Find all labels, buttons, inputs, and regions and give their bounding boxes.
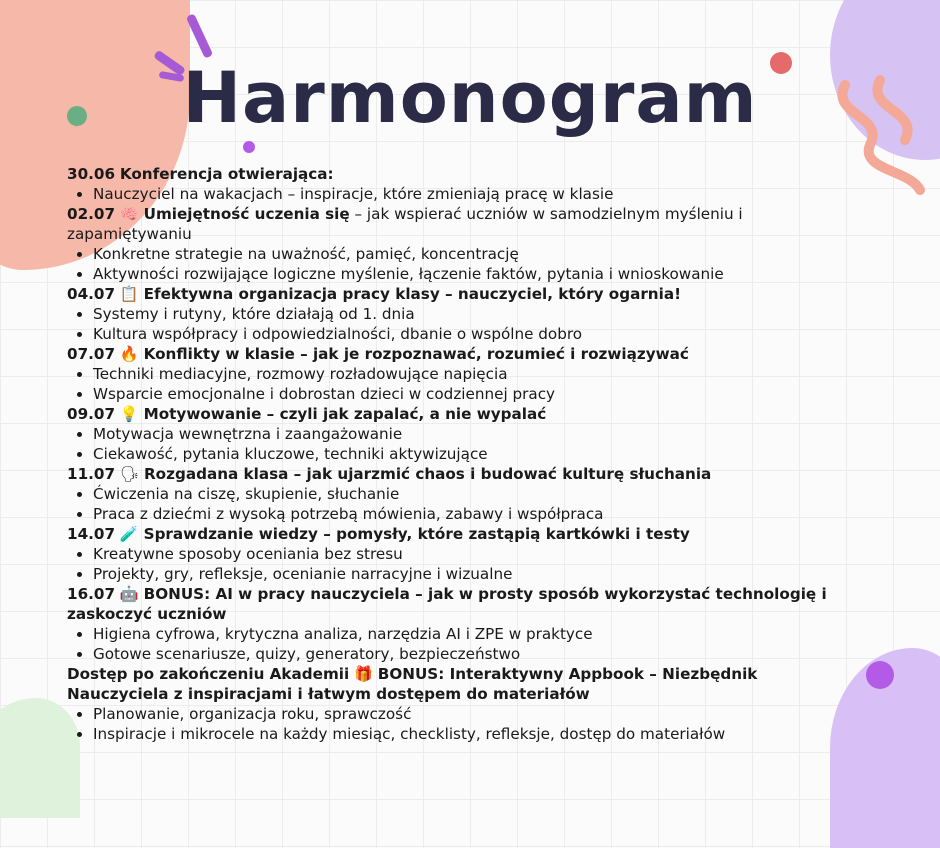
session-heading bbox=[67, 284, 847, 304]
session-title: BONUS: AI w pracy nauczyciela – jak w prosty sposób wykorzystać technologię i zaskoczyć uczniów bbox=[67, 585, 827, 623]
schedule-list bbox=[67, 164, 847, 744]
topic-item: • Inspiracje i mikrocele na każdy miesiąc, checklisty, refleksje, dostęp do materiałów bbox=[93, 724, 847, 744]
session-heading bbox=[67, 524, 847, 544]
session-emoji-icon: 🔥 bbox=[119, 345, 139, 363]
session-title: Konferencja otwierająca: bbox=[119, 165, 334, 183]
decorative-dot-purple bbox=[243, 141, 255, 153]
session-topics bbox=[67, 624, 847, 664]
session-date: 04.07 bbox=[67, 285, 116, 303]
session-heading bbox=[67, 204, 847, 244]
session-date: Dostęp po zakończeniu Akademii bbox=[67, 665, 350, 683]
session-date: 02.07 bbox=[67, 205, 116, 223]
topic-item: • Konkretne strategie na uważność, pamięć, koncentrację bbox=[93, 244, 847, 264]
session-date: 14.07 bbox=[67, 525, 116, 543]
topic-item: • Systemy i rutyny, które działają od 1. dnia bbox=[93, 304, 847, 324]
session-emoji-icon: 🧪 bbox=[119, 525, 139, 543]
topic-item: • Praca z dziećmi z wysoką potrzebą mówienia, zabawy i współpraca bbox=[93, 504, 847, 524]
session-topics bbox=[67, 424, 847, 464]
session-title: BONUS: Interaktywny Appbook – Niezbędnik Nauczyciela z inspiracjami i łatwym dostępem do materiałów bbox=[67, 665, 758, 703]
session-emoji-icon: 🤖 bbox=[119, 585, 139, 603]
session-date: 11.07 bbox=[67, 465, 116, 483]
session-topics bbox=[67, 544, 847, 584]
session-emoji-icon: 💡 bbox=[119, 405, 139, 423]
session-date: 07.07 bbox=[67, 345, 116, 363]
session-heading bbox=[67, 584, 847, 624]
topic-item: • Kultura współpracy i odpowiedzialności, dbanie o wspólne dobro bbox=[93, 324, 847, 344]
topic-item: • Ćwiczenia na ciszę, skupienie, słuchanie bbox=[93, 484, 847, 504]
session-topics bbox=[67, 304, 847, 344]
topic-item: • Nauczyciel na wakacjach – inspiracje, które zmieniają pracę w klasie bbox=[93, 184, 847, 204]
session-title: Konflikty w klasie – jak je rozpoznawać, rozumieć i rozwiązywać bbox=[143, 345, 689, 363]
topic-item: • Higiena cyfrowa, krytyczna analiza, narzędzia AI i ZPE w praktyce bbox=[93, 624, 847, 644]
session-heading bbox=[67, 344, 847, 364]
session-date: 09.07 bbox=[67, 405, 116, 423]
session-date: 16.07 bbox=[67, 585, 116, 603]
topic-item: • Wsparcie emocjonalne i dobrostan dzieci w codziennej pracy bbox=[93, 384, 847, 404]
topic-item: • Motywacja wewnętrzna i zaangażowanie bbox=[93, 424, 847, 444]
decorative-dot-purple-large bbox=[866, 661, 894, 689]
session-date: 30.06 bbox=[67, 165, 116, 183]
session-title: Efektywna organizacja pracy klasy – nauczyciel, który ogarnia! bbox=[143, 285, 682, 303]
session-heading bbox=[67, 164, 847, 184]
topic-item: • Ciekawość, pytania kluczowe, techniki aktywizujące bbox=[93, 444, 847, 464]
session-title: Rozgadana klasa – jak ujarzmić chaos i budować kulturę słuchania bbox=[143, 465, 712, 483]
session-topics bbox=[67, 704, 847, 744]
session-emoji-icon: 🧠 bbox=[119, 205, 139, 223]
session-topics bbox=[67, 364, 847, 404]
topic-item: • Aktywności rozwijające logiczne myślenie, łączenie faktów, pytania i wnioskowanie bbox=[93, 264, 847, 284]
session-title: Umiejętność uczenia się bbox=[143, 205, 350, 223]
session-heading bbox=[67, 464, 847, 484]
session-emoji-icon: 🗣 bbox=[119, 465, 140, 483]
session-topics bbox=[67, 484, 847, 524]
topic-item: • Planowanie, organizacja roku, sprawczość bbox=[93, 704, 847, 724]
session-heading bbox=[67, 404, 847, 424]
session-title: Sprawdzanie wiedzy – pomysły, które zastąpią kartkówki i testy bbox=[143, 525, 690, 543]
topic-item: • Gotowe scenariusze, quizy, generatory, bezpieczeństwo bbox=[93, 644, 847, 664]
session-emoji-icon: 📋 bbox=[119, 285, 139, 303]
topic-item: • Projekty, gry, refleksje, ocenianie narracyjne i wizualne bbox=[93, 564, 847, 584]
session-topics bbox=[67, 184, 847, 204]
session-topics bbox=[67, 244, 847, 284]
page-title: Harmonogram bbox=[182, 57, 758, 139]
session-emoji-icon: 🎁 bbox=[354, 665, 373, 683]
topic-item: • Kreatywne sposoby oceniania bez stresu bbox=[93, 544, 847, 564]
topic-item: • Techniki mediacyjne, rozmowy rozładowujące napięcia bbox=[93, 364, 847, 384]
session-subtitle: – jak wspierać uczniów w samodzielnym myśleniu i zapamiętywaniu bbox=[67, 205, 743, 243]
session-heading bbox=[67, 664, 847, 704]
session-title: Motywowanie – czyli jak zapalać, a nie wypalać bbox=[143, 405, 547, 423]
